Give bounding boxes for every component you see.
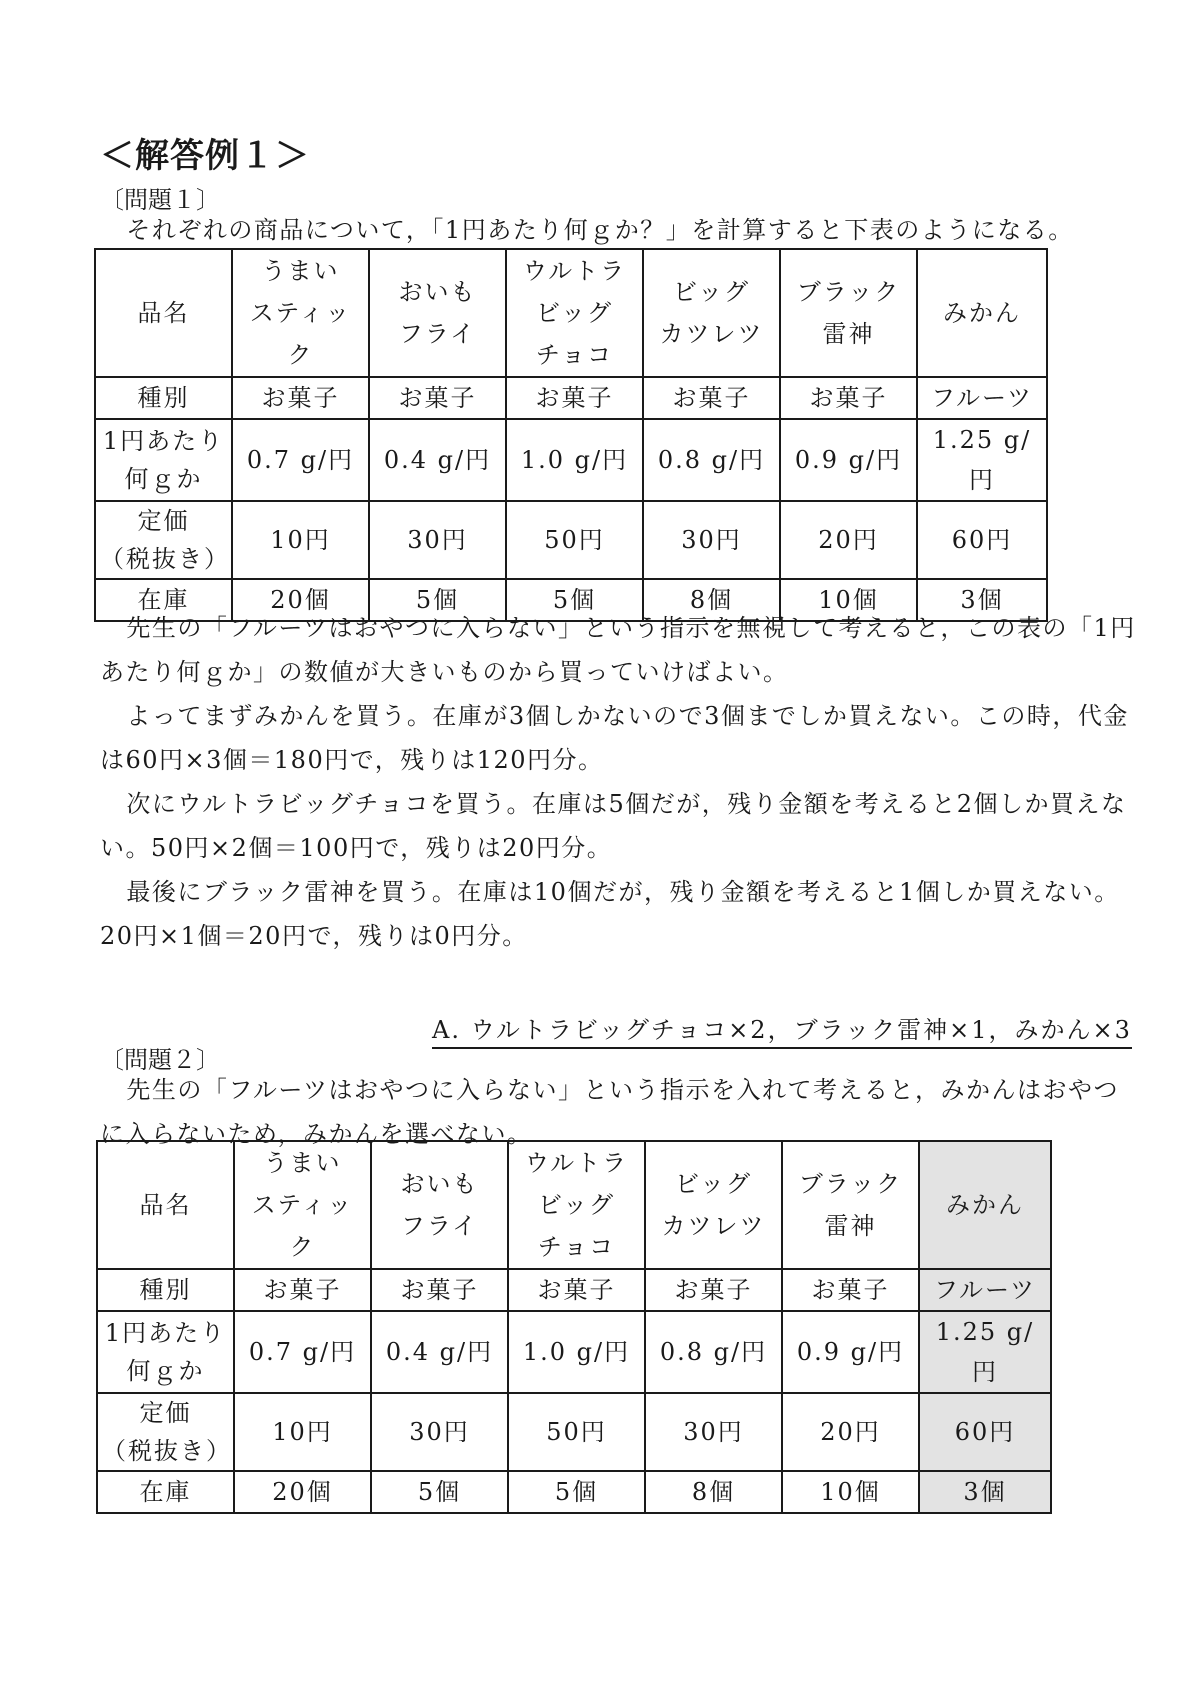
explanation-paragraph: よってまずみかんを買う。在庫が3個しかないので3個までしか買えない。この時，代金は60円×3個＝180円で，残りは120円分。 [100,702,1129,774]
table-row-stock-row [97,1471,1051,1513]
table-cell-per_yen: 1.25 g/円 [917,419,1047,501]
table-cell-per_yen: 0.4 g/円 [369,419,506,501]
table-cell-price: 30円 [645,1393,782,1471]
table-cell-stock: 8個 [645,1471,782,1513]
table-cell-stock: 8個 [643,579,780,621]
table-cell-price: 60円 [919,1393,1051,1471]
problem1-intro-text: それぞれの商品について，「1円あたり何ｇか？」を計算すると下表のようになる。 [126,216,1074,244]
table-cell-type: お菓子 [508,1269,645,1311]
row-header: 1円あたり 何ｇか [95,419,232,501]
table-cell-per_yen: 1.25 g/円 [919,1311,1051,1393]
table-cell-per_yen: 0.9 g/円 [782,1311,919,1393]
table-cell-price: 30円 [371,1393,508,1471]
table-cell-stock: 3個 [917,579,1047,621]
table-row-type-row [95,377,1047,419]
table-cell-name: おいも フライ [371,1141,508,1269]
table-cell-name: みかん [919,1141,1051,1269]
table-cell-price: 30円 [643,501,780,579]
problem2-intro-text: 先生の「フルーツはおやつに入らない」という指示を入れて考えると，みかんはおやつに入らないため，みかんを選べない。 [100,1076,1119,1148]
table-cell-stock: 5個 [369,579,506,621]
explanation-paragraph: 次にウルトラビッグチョコを買う。在庫は5個だが，残り金額を考えると2個しか買えない。50円×2個＝100円で，残りは20円分。 [100,790,1127,862]
table-cell-price: 10円 [232,501,369,579]
problem1-intro [100,208,1140,252]
table-cell-type: フルーツ [917,377,1047,419]
problem2-label: 〔問題２〕 [100,1046,220,1074]
table-cell-stock: 10個 [782,1471,919,1513]
row-header: 在庫 [97,1471,234,1513]
problem1-label: 〔問題１〕 [100,186,220,214]
table-row-per-yen-row [95,419,1047,501]
table-cell-name: ブラック 雷神 [780,249,917,377]
row-header: 種別 [95,377,232,419]
table-cell-stock: 5個 [371,1471,508,1513]
table-row-per-yen-row [97,1311,1051,1393]
table-cell-type: お菓子 [506,377,643,419]
explanation-paragraph: 先生の「フルーツはおやつに入らない」という指示を無視して考えると，この表の「1円あたり何ｇか」の数値が大きいものから買っていけばよい。 [100,614,1136,686]
row-header: 定価 （税抜き） [95,501,232,579]
table-cell-per_yen: 1.0 g/円 [508,1311,645,1393]
table-cell-stock: 20個 [232,579,369,621]
table-cell-per_yen: 0.8 g/円 [645,1311,782,1393]
table-cell-per_yen: 1.0 g/円 [506,419,643,501]
table-cell-per_yen: 0.7 g/円 [234,1311,371,1393]
table-cell-type: お菓子 [782,1269,919,1311]
table-cell-stock: 20個 [234,1471,371,1513]
table-cell-stock: 5個 [508,1471,645,1513]
table-cell-price: 30円 [369,501,506,579]
row-header: 種別 [97,1269,234,1311]
row-header: 品名 [95,249,232,377]
page-title: ＜解答例１＞ [100,136,310,176]
table-cell-type: お菓子 [369,377,506,419]
row-header: 品名 [97,1141,234,1269]
table-cell-type: お菓子 [232,377,369,419]
table-row-type-row [97,1269,1051,1311]
problem1-answer: A. ウルトラビッグチョコ×2，ブラック雷神×1，みかん×3 [432,1010,1132,1049]
table-cell-price: 50円 [506,501,643,579]
row-header: 定価 （税抜き） [97,1393,234,1471]
table-cell-name: ビッグ カツレツ [645,1141,782,1269]
table-cell-price: 20円 [782,1393,919,1471]
table-cell-price: 60円 [917,501,1047,579]
table-row-price-row [95,501,1047,579]
table-cell-per_yen: 0.8 g/円 [643,419,780,501]
table-cell-stock: 10個 [780,579,917,621]
table-cell-type: お菓子 [645,1269,782,1311]
table-cell-per_yen: 0.4 g/円 [371,1311,508,1393]
table-cell-name: ウルトラ ビッグ チョコ [508,1141,645,1269]
table-row-price-row [97,1393,1051,1471]
table-cell-name: みかん [917,249,1047,377]
table-cell-type: お菓子 [234,1269,371,1311]
table-cell-per_yen: 0.9 g/円 [780,419,917,501]
table-cell-name: うまい スティック [234,1141,371,1269]
product-table-2 [96,1140,1052,1514]
row-header: 1円あたり 何ｇか [97,1311,234,1393]
table-row-name-row [95,249,1047,377]
table-cell-price: 10円 [234,1393,371,1471]
table-cell-type: お菓子 [371,1269,508,1311]
explanation-paragraph: 最後にブラック雷神を買う。在庫は10個だが，残り金額を考えると1個しか買えない。20円×1個＝20円で，残りは0円分。 [100,878,1120,950]
table-cell-per_yen: 0.7 g/円 [232,419,369,501]
table-cell-stock: 3個 [919,1471,1051,1513]
table-cell-name: ウルトラ ビッグ チョコ [506,249,643,377]
row-header: 在庫 [95,579,232,621]
table-cell-name: うまい スティック [232,249,369,377]
table-cell-name: ビッグ カツレツ [643,249,780,377]
table-cell-name: おいも フライ [369,249,506,377]
table-row-name-row [97,1141,1051,1269]
table-cell-price: 20円 [780,501,917,579]
product-table-1 [94,248,1048,622]
table-cell-name: ブラック 雷神 [782,1141,919,1269]
table-cell-type: お菓子 [780,377,917,419]
table-cell-type: フルーツ [919,1269,1051,1311]
problem1-explanation [100,606,1140,958]
table-cell-type: お菓子 [643,377,780,419]
table-cell-stock: 5個 [506,579,643,621]
table-cell-price: 50円 [508,1393,645,1471]
